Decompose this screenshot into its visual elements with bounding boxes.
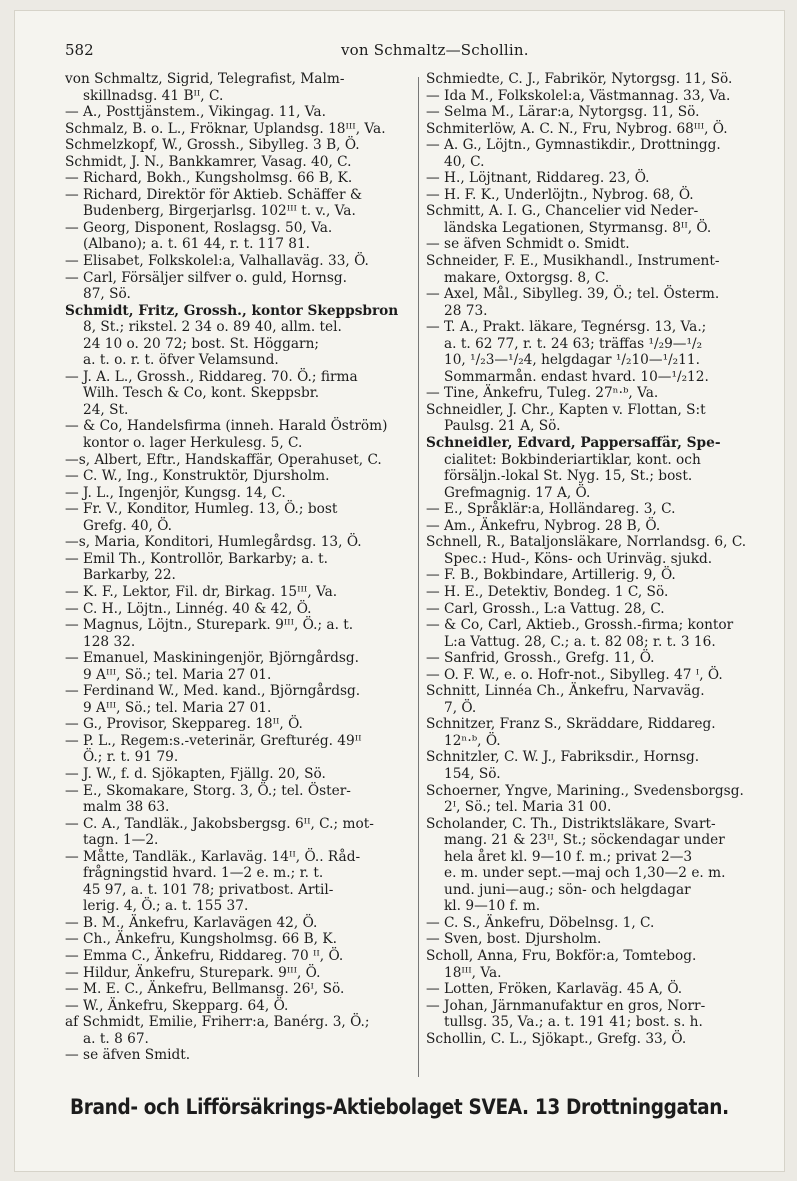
directory-entry-line: 9 Aᴵᴵᴵ, Sö.; tel. Maria 27 01.: [83, 666, 272, 683]
directory-entry-line: und. juni—aug.; sön- och helgdagar: [444, 881, 691, 898]
directory-entry-line: Schnell, R., Bataljonsläkare, Norrlandsg. 6, C.: [426, 534, 747, 551]
directory-entry-line: — P. L., Regem:s.-veterinär, Grefturég. 49ᴵᴵ: [65, 732, 362, 749]
directory-entry-line: — C. W., Ing., Konstruktör, Djursholm.: [65, 468, 330, 485]
directory-entry-line: — Selma M., Lärar:a, Nytorgsg. 11, Sö.: [426, 104, 700, 121]
directory-entry-line: 24, St.: [83, 401, 129, 418]
directory-entry-line: — & Co, Carl, Aktieb., Grossh.-firma; kontor: [426, 617, 734, 634]
directory-entry-line: Schnitzler, C. W. J., Fabriksdir., Hornsg.: [426, 749, 700, 766]
directory-entry-line: — Elisabet, Folkskolel:a, Valhallaväg. 33, Ö.: [65, 253, 369, 270]
directory-entry-line: Schneider, F. E., Musikhandl., Instrument-: [426, 253, 720, 270]
directory-entry-line: — W., Änkefru, Skepparg. 64, Ö.: [65, 997, 289, 1014]
directory-entry-line: — C. H., Löjtn., Linnég. 40 & 42, Ö.: [65, 600, 312, 617]
directory-entry-line: hela året kl. 9—10 f. m.; privat 2—3: [444, 848, 693, 865]
directory-entry-line: Wilh. Tesch & Co, kont. Skeppsbr.: [83, 385, 320, 402]
directory-entry-line: 87, Sö.: [83, 286, 131, 303]
directory-entry-line: skillnadsg. 41 Bᴵᴵ, C.: [83, 87, 224, 104]
directory-entry-line: Grefg. 40, Ö.: [83, 517, 172, 534]
directory-entry-line: 40, C.: [444, 153, 485, 170]
directory-entry-line: ländska Legationen, Styrmansg. 8ᴵᴵ, Ö.: [444, 219, 712, 236]
directory-entry-line: tullsg. 35, Va.; a. t. 191 41; bost. s. h.: [444, 1014, 703, 1031]
directory-entry-line: 7, Ö.: [444, 699, 477, 716]
directory-entry-line: — Magnus, Löjtn., Sturepark. 9ᴵᴵᴵ, Ö.; a. t.: [65, 617, 354, 634]
directory-entry-line: Schnitzer, Franz S., Skräddare, Riddareg.: [426, 716, 716, 733]
directory-entry-line: Schnitt, Linnéa Ch., Änkefru, Narvaväg.: [426, 683, 705, 700]
running-title: von Schmaltz—Schollin.: [341, 41, 529, 59]
directory-entry-line: 10, ¹/₂3—¹/₂4, helgdagar ¹/₂10—¹/₂11.: [444, 352, 700, 369]
directory-entry-line: L:a Vattug. 28, C.; a. t. 82 08; r. t. 3 16.: [444, 633, 716, 650]
directory-entry-line: frågningstid hvard. 1—2 e. m.; r. t.: [83, 865, 324, 882]
directory-entry-line: — C. A., Tandläk., Jakobsbergsg. 6ᴵᴵ, C.; mot-: [65, 815, 374, 832]
directory-entry-line: försäljn.-lokal St. Nyg. 15, St.; bost.: [444, 468, 693, 485]
directory-entry-line: — Ferdinand W., Med. kand., Björngårdsg.: [65, 683, 361, 700]
directory-entry-line: — Måtte, Tandläk., Karlaväg. 14ᴵᴵ, Ö.. Råd-: [65, 848, 361, 865]
page-header: [65, 41, 765, 63]
directory-entry-line: — Richard, Direktör för Aktieb. Schäffer &: [65, 186, 363, 203]
directory-entry-line: — Carl, Försäljer silfver o. guld, Hornsg.: [65, 269, 347, 286]
directory-entry-line: malm 38 63.: [83, 799, 170, 816]
directory-entry-line: — Emanuel, Maskiningenjör, Björngårdsg.: [65, 650, 360, 667]
page-number: 582: [65, 41, 94, 59]
directory-entry-line: Grefmagnig. 17 A, Ö.: [444, 484, 591, 501]
directory-entry-line: — A., Posttjänstem., Vikingag. 11, Va.: [65, 104, 326, 121]
directory-entry-line: 128 32.: [83, 633, 136, 650]
directory-entry-line: mang. 21 & 23ᴵᴵ, St.; söckendagar under: [444, 832, 725, 849]
directory-entry-line: Scholl, Anna, Fru, Bokför:a, Tomtebog.: [426, 947, 697, 964]
right-column: [426, 71, 774, 1047]
directory-entry-line: — H., Löjtnant, Riddareg. 23, Ö.: [426, 170, 650, 187]
directory-entry-line: — J. A. L., Grossh., Riddareg. 70. Ö.; firma: [65, 368, 358, 385]
directory-entry-line: — Lotten, Fröken, Karlaväg. 45 A, Ö.: [426, 981, 683, 998]
directory-entry-line: — B. M., Änkefru, Karlavägen 42, Ö.: [65, 914, 318, 931]
directory-entry-line: Barkarby, 22.: [83, 567, 176, 584]
directory-entry-line: a. t. o. r. t. öfver Velamsund.: [83, 352, 279, 369]
directory-entry-line: 18ᴵᴵᴵ, Va.: [444, 964, 502, 981]
column-divider: [418, 77, 419, 1077]
directory-entry-line: — J. L., Ingenjör, Kungsg. 14, C.: [65, 484, 286, 501]
directory-entry-line: Budenberg, Birgerjarlsg. 102ᴵᴵᴵ t. v., Va.: [83, 203, 356, 220]
directory-entry-line: — se äfven Schmidt o. Smidt.: [426, 236, 630, 253]
directory-entry-line: cialitet: Bokbinderiartiklar, kont. och: [444, 451, 701, 468]
directory-entry-line: — Ch., Änkefru, Kungsholmsg. 66 B, K.: [65, 931, 337, 948]
directory-entry-line: Schmidt, Fritz, Grossh., kontor Skeppsbron: [65, 302, 399, 319]
directory-entry-line: 12ⁿ·ᵇ, Ö.: [444, 732, 501, 749]
directory-entry-line: — E., Skomakare, Storg. 3, Ö.; tel. Öster-: [65, 782, 351, 799]
directory-entry-line: — Richard, Bokh., Kungsholmsg. 66 B, K.: [65, 170, 353, 187]
directory-entry-line: — Tine, Änkefru, Tuleg. 27ⁿ·ᵇ, Va.: [426, 385, 659, 402]
directory-entry-line: — Emma C., Änkefru, Riddareg. 70 ᴵᴵ, Ö.: [65, 947, 344, 964]
directory-entry-line: Schmitt, A. I. G., Chancelier vid Neder-: [426, 203, 699, 220]
directory-entry-line: Sommarmån. endast hvard. 10—¹/₂12.: [444, 368, 709, 385]
directory-entry-line: — C. S., Änkefru, Döbelnsg. 1, C.: [426, 914, 655, 931]
directory-entry-line: Schmelzkopf, W., Grossh., Sibylleg. 3 B, Ö.: [65, 137, 360, 154]
directory-entry-line: Schneidler, J. Chr., Kapten v. Flottan, S:t: [426, 401, 706, 418]
directory-entry-line: 9 Aᴵᴵᴵ, Sö.; tel. Maria 27 01.: [83, 699, 272, 716]
directory-entry-line: 154, Sö.: [444, 765, 501, 782]
directory-entry-line: 24 10 o. 20 72; bost. St. Höggarn;: [83, 335, 320, 352]
directory-entry-line: Scholander, C. Th., Distriktsläkare, Svart-: [426, 815, 716, 832]
directory-entry-line: e. m. under sept.—maj och 1,30—2 e. m.: [444, 865, 726, 882]
directory-entry-line: — Sanfrid, Grossh., Grefg. 11, Ö.: [426, 650, 655, 667]
directory-entry-line: Schmidt, J. N., Bankkamrer, Vasag. 40, C.: [65, 153, 352, 170]
directory-entry-line: Schmalz, B. o. L., Fröknar, Uplandsg. 18ᴵᴵᴵ, Va.: [65, 120, 386, 137]
directory-entry-line: — Ida M., Folkskolel:a, Västmannag. 33, Va.: [426, 87, 731, 104]
directory-entry-line: — Hildur, Änkefru, Sturepark. 9ᴵᴵᴵ, Ö.: [65, 964, 321, 981]
directory-entry-line: 45 97, a. t. 101 78; privatbost. Artil-: [83, 881, 334, 898]
directory-entry-line: —s, Maria, Konditori, Humlegårdsg. 13, Ö.: [65, 534, 362, 551]
directory-entry-line: — F. B., Bokbindare, Artillerig. 9, Ö.: [426, 567, 676, 584]
directory-entry-line: — Carl, Grossh., L:a Vattug. 28, C.: [426, 600, 665, 617]
directory-entry-line: Paulsg. 21 A, Sö.: [444, 418, 561, 435]
directory-entry-line: — O. F. W., e. o. Hofr-not., Sibylleg. 47 ᴵ, Ö.: [426, 666, 723, 683]
directory-entry-line: a. t. 62 77, r. t. 24 63; träffas ¹/₂9—¹/₂: [444, 335, 703, 352]
directory-entry-line: Schmiterlöw, A. C. N., Fru, Nybrog. 68ᴵᴵᴵ, Ö.: [426, 120, 728, 137]
directory-entry-line: — Fr. V., Konditor, Humleg. 13, Ö.; bost: [65, 501, 338, 518]
directory-entry-line: — G., Provisor, Skeppareg. 18ᴵᴵ, Ö.: [65, 716, 303, 733]
directory-entry-line: 28 73.: [444, 302, 488, 319]
directory-entry-line: von Schmaltz, Sigrid, Telegrafist, Malm-: [65, 71, 345, 87]
directory-entry-line: — Sven, bost. Djursholm.: [426, 931, 602, 948]
advertisement-banner: Brand- och Lifförsäkrings-Aktiebolaget SVEA. 13 Drottninggatan.: [70, 1095, 729, 1120]
directory-entry-line: — A. G., Löjtn., Gymnastikdir., Drottningg.: [426, 137, 721, 154]
directory-entry-line: (Albano); a. t. 61 44, r. t. 117 81.: [83, 236, 311, 253]
directory-entry-line: — Johan, Järnmanufaktur en gros, Norr-: [426, 997, 706, 1014]
directory-entry-line: 2ᴵ, Sö.; tel. Maria 31 00.: [444, 799, 612, 816]
directory-entry-line: — H. E., Detektiv, Bondeg. 1 C, Sö.: [426, 583, 669, 600]
directory-entry-line: a. t. 8 67.: [83, 1030, 149, 1047]
directory-entry-line: — Axel, Mål., Sibylleg. 39, Ö.; tel. Österm.: [426, 286, 720, 303]
directory-entry-line: — M. E. C., Änkefru, Bellmansg. 26ᴵ, Sö.: [65, 981, 345, 998]
left-column: [65, 71, 413, 1064]
directory-entry-line: — J. W., f. d. Sjökapten, Fjällg. 20, Sö.: [65, 765, 326, 782]
directory-entry-line: Schmiedte, C. J., Fabrikör, Nytorgsg. 11, Sö.: [426, 71, 733, 87]
directory-entry-line: — Emil Th., Kontrollör, Barkarby; a. t.: [65, 550, 328, 567]
directory-entry-line: tagn. 1—2.: [83, 832, 159, 849]
directory-entry-line: — T. A., Prakt. läkare, Tegnérsg. 13, Va.;: [426, 319, 707, 336]
directory-entry-line: — E., Språklär:a, Holländareg. 3, C.: [426, 501, 676, 518]
directory-entry-line: 8, St.; rikstel. 2 34 o. 89 40, allm. tel.: [83, 319, 342, 336]
directory-entry-line: Ö.; r. t. 91 79.: [83, 749, 179, 766]
directory-entry-line: — H. F. K., Underlöjtn., Nybrog. 68, Ö.: [426, 186, 694, 203]
directory-entry-line: — Am., Änkefru, Nybrog. 28 B, Ö.: [426, 517, 661, 534]
directory-entry-line: — se äfven Smidt.: [65, 1047, 191, 1064]
directory-entry-line: —s, Albert, Eftr., Handskaffär, Operahuset, C.: [65, 451, 382, 468]
directory-entry-line: — & Co, Handelsfirma (inneh. Harald Öström): [65, 418, 388, 435]
directory-entry-line: — Georg, Disponent, Roslagsg. 50, Va.: [65, 219, 333, 236]
directory-entry-line: Schollin, C. L., Sjökapt., Grefg. 33, Ö.: [426, 1030, 687, 1047]
directory-entry-line: — K. F., Lektor, Fil. dr, Birkag. 15ᴵᴵᴵ, Va.: [65, 583, 338, 600]
directory-page: [14, 10, 785, 1172]
directory-entry-line: makare, Oxtorgsg. 8, C.: [444, 269, 610, 286]
directory-entry-line: Spec.: Hud-, Köns- och Urinväg. sjukd.: [444, 550, 713, 567]
directory-entry-line: Schneidler, Edvard, Pappersaffär, Spe-: [426, 435, 721, 452]
directory-entry-line: Schoerner, Yngve, Marining., Svedensborgsg.: [426, 782, 744, 799]
directory-entry-line: lerig. 4, Ö.; a. t. 155 37.: [83, 898, 249, 915]
directory-entry-line: kl. 9—10 f. m.: [444, 898, 541, 915]
directory-entry-line: kontor o. lager Herkulesg. 5, C.: [83, 435, 303, 452]
directory-entry-line: af Schmidt, Emilie, Friherr:a, Banérg. 3, Ö.;: [65, 1014, 370, 1031]
